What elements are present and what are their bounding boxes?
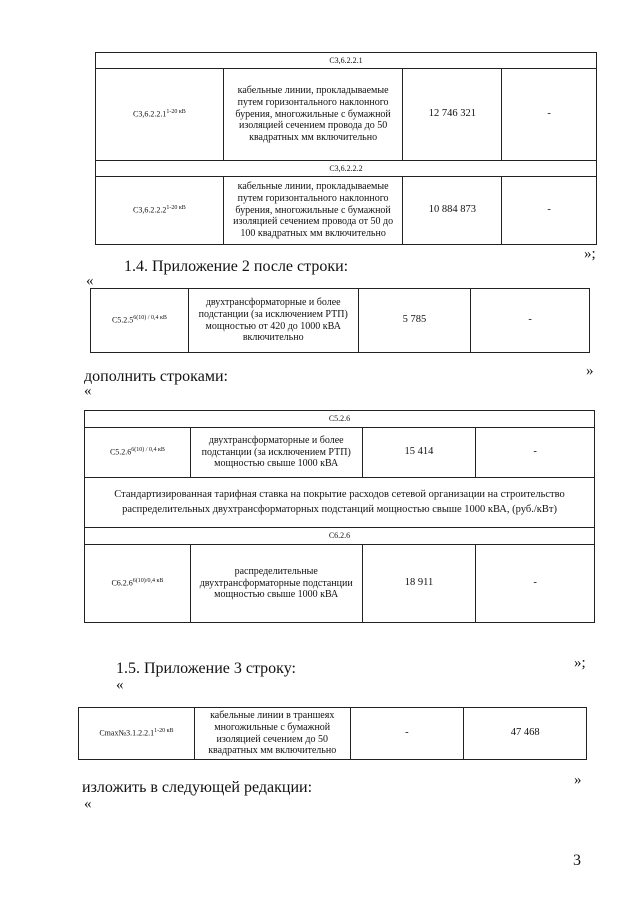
row-value: - xyxy=(476,545,595,623)
tariff-code: $C5.2.5^{6(10) / 0,4 кВ}$ xyxy=(91,289,189,353)
table-section-header: C6.2.6 xyxy=(85,528,595,545)
opening-quote: « xyxy=(84,383,92,399)
opening-quote: « xyxy=(116,677,124,693)
row-value: 47 468 xyxy=(464,708,587,760)
row-value: - xyxy=(350,708,464,760)
opening-quote: « xyxy=(84,796,92,812)
table-section-header: C5.2.6 xyxy=(85,411,595,428)
closing-quote: »; xyxy=(584,246,596,262)
row-description: кабельные линии в траншеях многожильные с бумажной изоляцией сечением до 50 квадратных мм включительно xyxy=(194,708,350,760)
paragraph-new-edition: изложить в следующей редакции: xyxy=(82,779,313,796)
row-description: кабельные линии, прокладываемые путем горизонтального наклонного бурения, многожильные с бумажной изоляцией сечением провода от 50 до 100 квадратных мм включительно xyxy=(223,177,403,245)
tariff-code: $C5.2.6^{6(10) / 0,4 кВ}$ xyxy=(85,428,191,478)
closing-quote: »; xyxy=(574,655,586,671)
tariff-code: $C3,6.2.2.2^{1-20 кВ}$ xyxy=(96,177,224,245)
tariff-code: $C3,6.2.2.1^{1-20 кВ}$ xyxy=(96,69,224,161)
table-cable-lines-drilling xyxy=(95,52,597,245)
tariff-code: $Cmax№3.1.2.2.1^{1-20 кВ}$ xyxy=(79,708,195,760)
table-substation-420-1000 xyxy=(90,288,590,353)
closing-quote: » xyxy=(586,363,594,379)
row-description: кабельные линии, прокладываемые путем горизонтального наклонного бурения, многожильные с бумажной изоляцией сечением провода до 50 квадратных мм включительно xyxy=(223,69,403,161)
row-value: - xyxy=(471,289,590,353)
paragraph-1-5: 1.5. Приложение 3 строку: xyxy=(116,660,296,677)
row-description: двухтрансформаторные и более подстанции (за исключением РТП) мощностью свыше 1000 кВА xyxy=(190,428,362,478)
closing-quote: » xyxy=(574,772,582,788)
table-cable-lines-trench xyxy=(78,707,587,760)
opening-quote: « xyxy=(86,273,94,289)
table-substation-over-1000 xyxy=(84,410,595,623)
standard-rate-heading: Стандартизированная тарифная ставка на покрытие расходов сетевой организации на строительство распределительных двухтрансформаторных подстанций мощностью свыше 1000 кВА, (руб./кВт) xyxy=(85,478,595,528)
row-description: двухтрансформаторные и более подстанции (за исключением РТП) мощностью от 420 до 1000 кВА включительно xyxy=(188,289,358,353)
row-value: 15 414 xyxy=(362,428,476,478)
row-value: - xyxy=(502,69,597,161)
tariff-code: $C6.2.6^{6(10)/0,4 кВ}$ xyxy=(85,545,191,623)
table-section-header: C3,6.2.2.2 xyxy=(96,161,597,177)
row-description: распределительные двухтрансформаторные подстанции мощностью свыше 1000 кВА xyxy=(190,545,362,623)
row-value: 10 884 873 xyxy=(403,177,502,245)
row-value: - xyxy=(476,428,595,478)
table-section-header: C3,6.2.2.1 xyxy=(96,53,597,69)
row-value: 12 746 321 xyxy=(403,69,502,161)
row-value: 18 911 xyxy=(362,545,476,623)
row-value: - xyxy=(502,177,597,245)
row-value: 5 785 xyxy=(358,289,471,353)
page-number: 3 xyxy=(573,852,581,869)
paragraph-1-4: 1.4. Приложение 2 после строки: xyxy=(124,258,349,275)
paragraph-add-rows: дополнить строками: xyxy=(84,368,228,385)
